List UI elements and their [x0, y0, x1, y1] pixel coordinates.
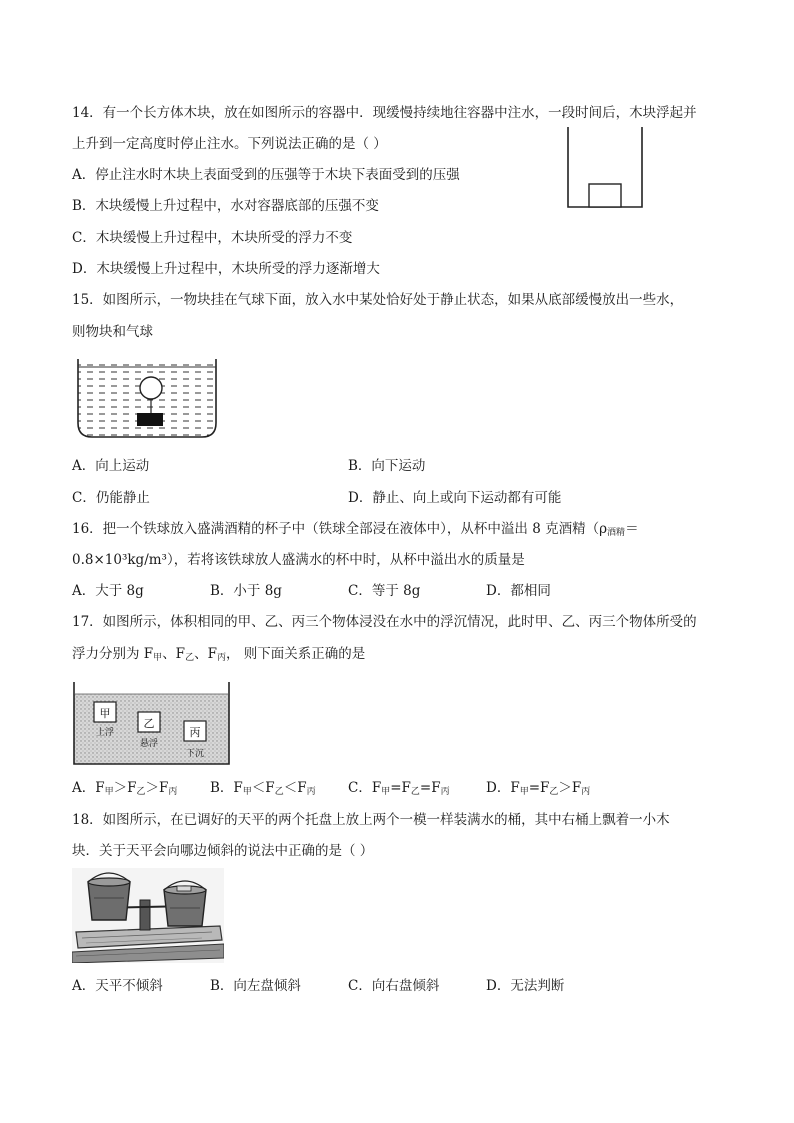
q18-option-a: A．天平不倾斜 [72, 978, 163, 994]
q17-stem-line2: 浮力分别为 $F_甲$、$F_乙$、$F_丙$， 则下面关系正确的是 [72, 646, 366, 663]
q17-option-d: D．$F_甲=F_乙>F_丙$ [486, 780, 591, 797]
q18-balance-figure [72, 868, 224, 963]
q18-stem-line1: 18．如图所示，在已调好的天平的两个托盘上放上两个一模一样装满水的桶，其中右桶上飘着一小木 [72, 812, 670, 828]
svg-text:下沉: 下沉 [185, 749, 205, 759]
q16-option-a: A．大于 8g [72, 583, 144, 599]
q17-tank-figure [72, 680, 232, 766]
svg-text:乙: 乙 [143, 717, 155, 730]
q15-stem-line1: 15．如图所示，一物块挂在气球下面，放入水中某处恰好处于静止状态，如果从底部缓慢放出一些水， [72, 292, 684, 308]
left-bucket [88, 882, 130, 920]
q14-stem-line1: 14．有一个长方体木块，放在如图所示的容器中．现缓慢持续地往容器中注水，一段时间后，木块浮起并 [72, 105, 697, 121]
q15-option-d: D．静止、向上或向下运动都有可能 [348, 490, 562, 506]
q18-option-d: D．无法判断 [486, 978, 565, 994]
q15-option-a: A．向上运动 [72, 458, 150, 474]
q15-stem-line2: 则物块和气球 [72, 324, 153, 340]
q14-stem-line2: 上升到一定高度时停止注水。下列说法正确的是（ ） [72, 136, 387, 152]
floating-wood [177, 886, 191, 891]
q16-option-b: B．小于 8g [210, 583, 282, 599]
svg-text:丙: 丙 [189, 726, 201, 739]
q17-option-c: C．$F_甲=F_乙=F_丙$ [348, 780, 450, 797]
q18-stem-line2: 块．关于天平会向哪边倾斜的说法中正确的是（ ） [72, 843, 374, 859]
q17-option-a: A．$F_甲>F_乙>F_丙$ [72, 780, 178, 797]
q18-option-b: B．向左盘倾斜 [210, 978, 301, 994]
svg-text:甲: 甲 [99, 707, 111, 720]
svg-text:上浮: 上浮 [95, 728, 115, 738]
q14-container-figure [560, 125, 650, 210]
q16-option-c: C．等于 8g [348, 583, 421, 599]
q17-stem-line1: 17．如图所示，体积相同的甲、乙、丙三个物体浸没在水中的浮沉情况，此时甲、乙、丙三个物体所受的 [72, 614, 697, 630]
q17-option-b: B．$F_甲<F_乙<F_丙$ [210, 780, 316, 797]
q16-stem-line2: 0.8×10³kg/m³），若将该铁球放人盛满水的杯中时，从杯中溢出水的质量是 [72, 552, 525, 568]
q14-option-c: C．木块缓慢上升过程中，木块所受的浮力不变 [72, 230, 353, 246]
q15-option-b: B．向下运动 [348, 458, 426, 474]
q18-option-c: C．向右盘倾斜 [348, 978, 440, 994]
q14-option-d: D．木块缓慢上升过程中，木块所受的浮力逐渐增大 [72, 261, 380, 277]
q16-option-d: D．都相同 [486, 583, 551, 599]
q16-stem-line1: 16．把一个铁球放入盛满酒精的杯子中（铁球全部浸在液体中），从杯中溢出 8 克酒精（$\rho_{酒精}=$ [72, 521, 639, 538]
block [137, 413, 163, 426]
q15-option-c: C．仍能静止 [72, 490, 150, 506]
rho-subscript: 酒精 [607, 528, 626, 538]
q14-option-a: A．停止注水时木块上表面受到的压强等于木块下表面受到的压强 [72, 167, 460, 183]
wood-block [589, 184, 621, 207]
svg-text:悬浮: 悬浮 [139, 739, 159, 749]
balloon [140, 377, 162, 399]
q14-option-b: B．木块缓慢上升过程中，水对容器底部的压强不变 [72, 198, 379, 214]
q15-tank-figure [74, 355, 220, 443]
